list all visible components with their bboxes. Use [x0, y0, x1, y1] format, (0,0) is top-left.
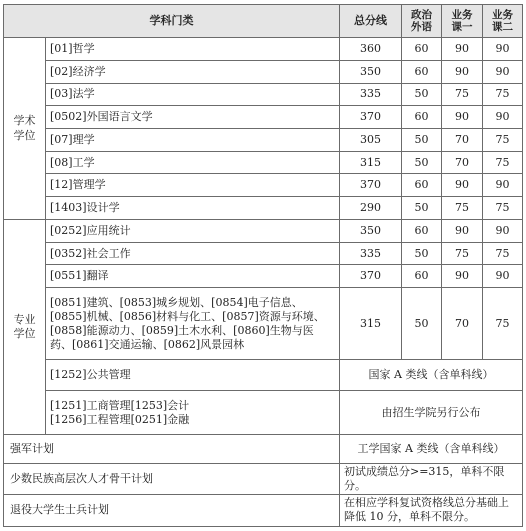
course1-score: 90: [442, 265, 483, 288]
score-note: 国家 A 类线（含单科线）: [340, 360, 523, 391]
major-name: [0352]社会工作: [46, 242, 340, 265]
table-row: [4, 106, 523, 129]
total-score: 350: [340, 219, 402, 242]
politics-score: 60: [402, 106, 442, 129]
header-politics: 政治 外语: [402, 5, 442, 38]
course2-score: 90: [483, 219, 523, 242]
course1-score: 75: [442, 242, 483, 265]
course2-score: 75: [483, 151, 523, 174]
total-score: 315: [340, 151, 402, 174]
table-row: [4, 494, 523, 526]
group-academic: 学术 学位: [4, 38, 46, 220]
plan-name: 强军计划: [4, 434, 340, 463]
politics-score: 50: [402, 288, 442, 360]
table-row: [4, 288, 523, 360]
politics-score: 60: [402, 60, 442, 83]
major-name: [0551]翻译: [46, 265, 340, 288]
header-course2: 业务 课二: [483, 5, 523, 38]
major-name-multiline: [1251]工商管理[1253]会计 [1256]工程管理[0251]金融: [46, 391, 340, 434]
table-row: [4, 83, 523, 106]
score-note: 由招生学院另行公布: [340, 391, 523, 434]
course1-score: 90: [442, 106, 483, 129]
politics-score: 50: [402, 83, 442, 106]
course1-score: 90: [442, 60, 483, 83]
total-score: 290: [340, 197, 402, 220]
total-score: 305: [340, 129, 402, 152]
politics-score: 60: [402, 219, 442, 242]
politics-score: 50: [402, 129, 442, 152]
total-score: 360: [340, 38, 402, 61]
table-row: [4, 60, 523, 83]
course1-score: 70: [442, 129, 483, 152]
politics-score: 60: [402, 174, 442, 197]
course1-score: 70: [442, 288, 483, 360]
plan-name: 退役大学生士兵计划: [4, 494, 340, 526]
politics-score: 50: [402, 242, 442, 265]
major-name: [07]理学: [46, 129, 340, 152]
politics-score: 50: [402, 151, 442, 174]
table-row: [4, 434, 523, 463]
table-row: [4, 151, 523, 174]
course1-score: 90: [442, 174, 483, 197]
table-row: [4, 174, 523, 197]
course2-score: 90: [483, 60, 523, 83]
total-score: 350: [340, 60, 402, 83]
politics-score: 60: [402, 38, 442, 61]
politics-score: 50: [402, 197, 442, 220]
table-row: [4, 129, 523, 152]
course2-score: 75: [483, 129, 523, 152]
table-row: [4, 242, 523, 265]
major-name: [1252]公共管理: [46, 360, 340, 391]
course2-score: 75: [483, 242, 523, 265]
table-row: [4, 197, 523, 220]
total-score: 370: [340, 174, 402, 197]
score-table: [3, 4, 523, 527]
major-name: [12]管理学: [46, 174, 340, 197]
major-name: [0502]外国语言文学: [46, 106, 340, 129]
course2-score: 75: [483, 288, 523, 360]
course1-score: 75: [442, 83, 483, 106]
politics-score: 60: [402, 265, 442, 288]
plan-note: 在相应学科复试资格线总分基础上降低 10 分，单科不限分。: [340, 494, 523, 526]
course2-score: 90: [483, 265, 523, 288]
major-name: [08]工学: [46, 151, 340, 174]
table-row: [4, 265, 523, 288]
group-professional: 专业 学位: [4, 219, 46, 434]
course1-score: 70: [442, 151, 483, 174]
table-header-row: [4, 5, 523, 38]
course1-score: 90: [442, 219, 483, 242]
course2-score: 75: [483, 83, 523, 106]
total-score: 315: [340, 288, 402, 360]
total-score: 370: [340, 265, 402, 288]
header-total: 总分线: [340, 5, 402, 38]
major-name: [1403]设计学: [46, 197, 340, 220]
table-row: [4, 391, 523, 434]
major-name: [03]法学: [46, 83, 340, 106]
header-category: 学科门类: [4, 5, 340, 38]
header-course1: 业务 课一: [442, 5, 483, 38]
total-score: 335: [340, 83, 402, 106]
plan-note: 工学国家 A 类线（含单科线）: [340, 434, 523, 463]
major-name: [02]经济学: [46, 60, 340, 83]
total-score: 335: [340, 242, 402, 265]
table-row: [4, 38, 523, 61]
major-name-multiline: [0851]建筑、[0853]城乡规划、[0854]电子信息、 [0855]机械、[0856]材料与化工、[0857]资源与环境、 [0858]能源动力、[0859]土木水利、[0860]生物与医 药、[0861]交通运输、[0862]风景园林: [46, 288, 340, 360]
course1-score: 75: [442, 197, 483, 220]
major-name: [01]哲学: [46, 38, 340, 61]
plan-note: 初试成绩总分>=315，单科不限分。: [340, 463, 523, 494]
course2-score: 90: [483, 174, 523, 197]
table-row: [4, 360, 523, 391]
course2-score: 90: [483, 38, 523, 61]
plan-name: 少数民族高层次人才骨干计划: [4, 463, 340, 494]
course2-score: 90: [483, 106, 523, 129]
course2-score: 75: [483, 197, 523, 220]
table-row: [4, 219, 523, 242]
course1-score: 90: [442, 38, 483, 61]
table-row: [4, 463, 523, 494]
major-name: [0252]应用统计: [46, 219, 340, 242]
total-score: 370: [340, 106, 402, 129]
